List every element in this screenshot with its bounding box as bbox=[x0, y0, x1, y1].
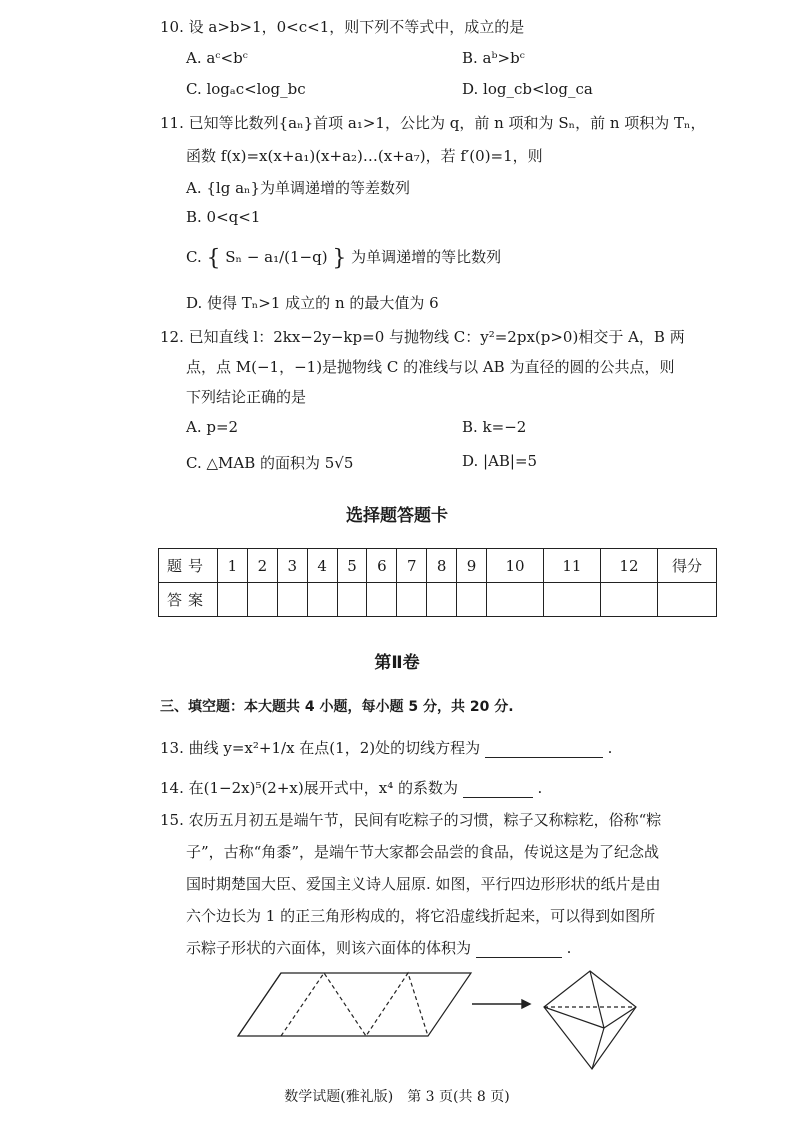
q15-line3: 国时期楚国大臣、爱国主义诗人屈原. 如图，平行四边形形状的纸片是由 bbox=[186, 875, 661, 893]
q10-stem: 10. 设 a>b>1，0<c<1，则下列不等式中，成立的是 bbox=[160, 18, 525, 36]
section-heading: 三、填空题：本大题共 4 小题，每小题 5 分，共 20 分. bbox=[160, 699, 514, 715]
question-number-cell: 11 bbox=[543, 549, 600, 583]
page-footer: 数学试题(雅礼版) 第 3 页(共 8 页) bbox=[284, 1089, 510, 1105]
zongzi-figure bbox=[230, 965, 650, 1075]
q12-stem-line3: 下列结论正确的是 bbox=[186, 388, 307, 406]
q14 bbox=[160, 777, 542, 798]
q11-option-c-suffix: 为单调递增的等比数列 bbox=[351, 248, 502, 266]
q13-text: 13. 曲线 y=x²+1/x 在点(1，2)处的切线方程为 bbox=[160, 739, 481, 757]
q13-period: . bbox=[607, 739, 613, 757]
q12-option-d: D. |AB|=5 bbox=[462, 452, 538, 470]
answer-card-table bbox=[158, 548, 717, 617]
answer-card-number-row bbox=[159, 549, 717, 583]
question-number-cell: 4 bbox=[307, 549, 337, 583]
q11-option-a: A. {lg aₙ}为单调递增的等差数列 bbox=[186, 179, 411, 197]
question-number-cell: 5 bbox=[337, 549, 367, 583]
row-head-answer: 答案 bbox=[159, 583, 218, 617]
q10-option-b: B. aᵇ>bᶜ bbox=[462, 49, 525, 67]
question-number-cell: 8 bbox=[427, 549, 457, 583]
q10-option-a: A. aᶜ<bᶜ bbox=[186, 49, 248, 67]
q12-stem-line1: 12. 已知直线 l：2kx−2y−kp=0 与抛物线 C：y²=2px(p>0)相交于 A，B 两 bbox=[160, 328, 685, 346]
q11-option-d: D. 使得 Tₙ>1 成立的 n 的最大值为 6 bbox=[186, 294, 439, 312]
score-cell[interactable] bbox=[658, 583, 717, 617]
answer-cell[interactable] bbox=[457, 583, 487, 617]
q11-option-c-expression: Sₙ − a₁/(1−q) bbox=[225, 248, 328, 266]
q14-period: . bbox=[537, 779, 543, 797]
question-number-cell: 12 bbox=[600, 549, 657, 583]
answer-card-answer-row bbox=[159, 583, 717, 617]
q10-option-c: C. logₐc<log_bc bbox=[186, 80, 306, 98]
q15-line2: 子”，古称“角黍”，是端午节大家都会品尝的食品，传说这是为了纪念战 bbox=[186, 843, 660, 861]
q13-answer-blank[interactable] bbox=[485, 743, 603, 758]
answer-cell[interactable] bbox=[367, 583, 397, 617]
q14-text: 14. 在(1−2x)⁵(2+x)展开式中，x⁴ 的系数为 bbox=[160, 779, 458, 797]
answer-cell[interactable] bbox=[600, 583, 657, 617]
q11-option-b: B. 0<q<1 bbox=[186, 208, 261, 226]
q11-option-c-prefix: C. bbox=[186, 248, 202, 266]
q11-stem-line1: 11. 已知等比数列{aₙ}首项 a₁>1，公比为 q，前 n 项和为 Sₙ，前 n 项积为 Tₙ， bbox=[160, 114, 706, 132]
answer-cell[interactable] bbox=[218, 583, 248, 617]
answer-cell[interactable] bbox=[397, 583, 427, 617]
answer-cell[interactable] bbox=[307, 583, 337, 617]
row-head-number: 题号 bbox=[159, 549, 218, 583]
hexahedron-solid bbox=[544, 971, 636, 1069]
answer-cell[interactable] bbox=[427, 583, 457, 617]
question-number-cell: 3 bbox=[277, 549, 307, 583]
answer-cell[interactable] bbox=[277, 583, 307, 617]
q14-answer-blank[interactable] bbox=[463, 783, 533, 798]
q12-stem-line2: 点，点 M(−1，−1)是抛物线 C 的准线与以 AB 为直径的圆的公共点，则 bbox=[186, 358, 675, 376]
q13 bbox=[160, 737, 612, 758]
score-header-cell: 得分 bbox=[658, 549, 717, 583]
q15-answer-blank[interactable] bbox=[476, 943, 562, 958]
parallelogram-net bbox=[238, 973, 471, 1036]
arrow-icon bbox=[472, 1000, 530, 1008]
q15-line4: 六个边长为 1 的正三角形构成的，将它沿虚线折起来，可以得到如图所 bbox=[186, 907, 656, 925]
question-number-cell: 6 bbox=[367, 549, 397, 583]
q15-line1: 15. 农历五月初五是端午节，民间有吃粽子的习惯，粽子又称粽籺，俗称“粽 bbox=[160, 811, 662, 829]
q15-period: . bbox=[566, 939, 572, 957]
answer-cell[interactable] bbox=[337, 583, 367, 617]
q10-option-d: D. log_cb<log_ca bbox=[462, 80, 593, 98]
answer-cell[interactable] bbox=[543, 583, 600, 617]
question-number-cell: 7 bbox=[397, 549, 427, 583]
question-number-cell: 2 bbox=[247, 549, 277, 583]
question-number-cell: 10 bbox=[487, 549, 544, 583]
q12-option-a: A. p=2 bbox=[186, 418, 239, 436]
q11-option-c: C. { Sₙ − a₁/(1−q) } 为单调递增的等比数列 bbox=[186, 246, 502, 271]
volume-title: 第Ⅱ卷 bbox=[374, 653, 420, 673]
q15-text-end: 示粽子形状的六面体，则该六面体的体积为 bbox=[186, 939, 472, 957]
question-number-cell: 9 bbox=[457, 549, 487, 583]
q12-option-c: C. △MAB 的面积为 5√5 bbox=[186, 454, 354, 472]
answer-cell[interactable] bbox=[487, 583, 544, 617]
q11-stem-line2: 函数 f(x)=x(x+a₁)(x+a₂)…(x+a₇)，若 f′(0)=1，则 bbox=[186, 147, 543, 165]
q15-line5 bbox=[186, 937, 571, 958]
answer-cell[interactable] bbox=[247, 583, 277, 617]
question-number-cell: 1 bbox=[218, 549, 248, 583]
q12-option-b: B. k=−2 bbox=[462, 418, 527, 436]
answer-card-title: 选择题答题卡 bbox=[346, 506, 448, 526]
